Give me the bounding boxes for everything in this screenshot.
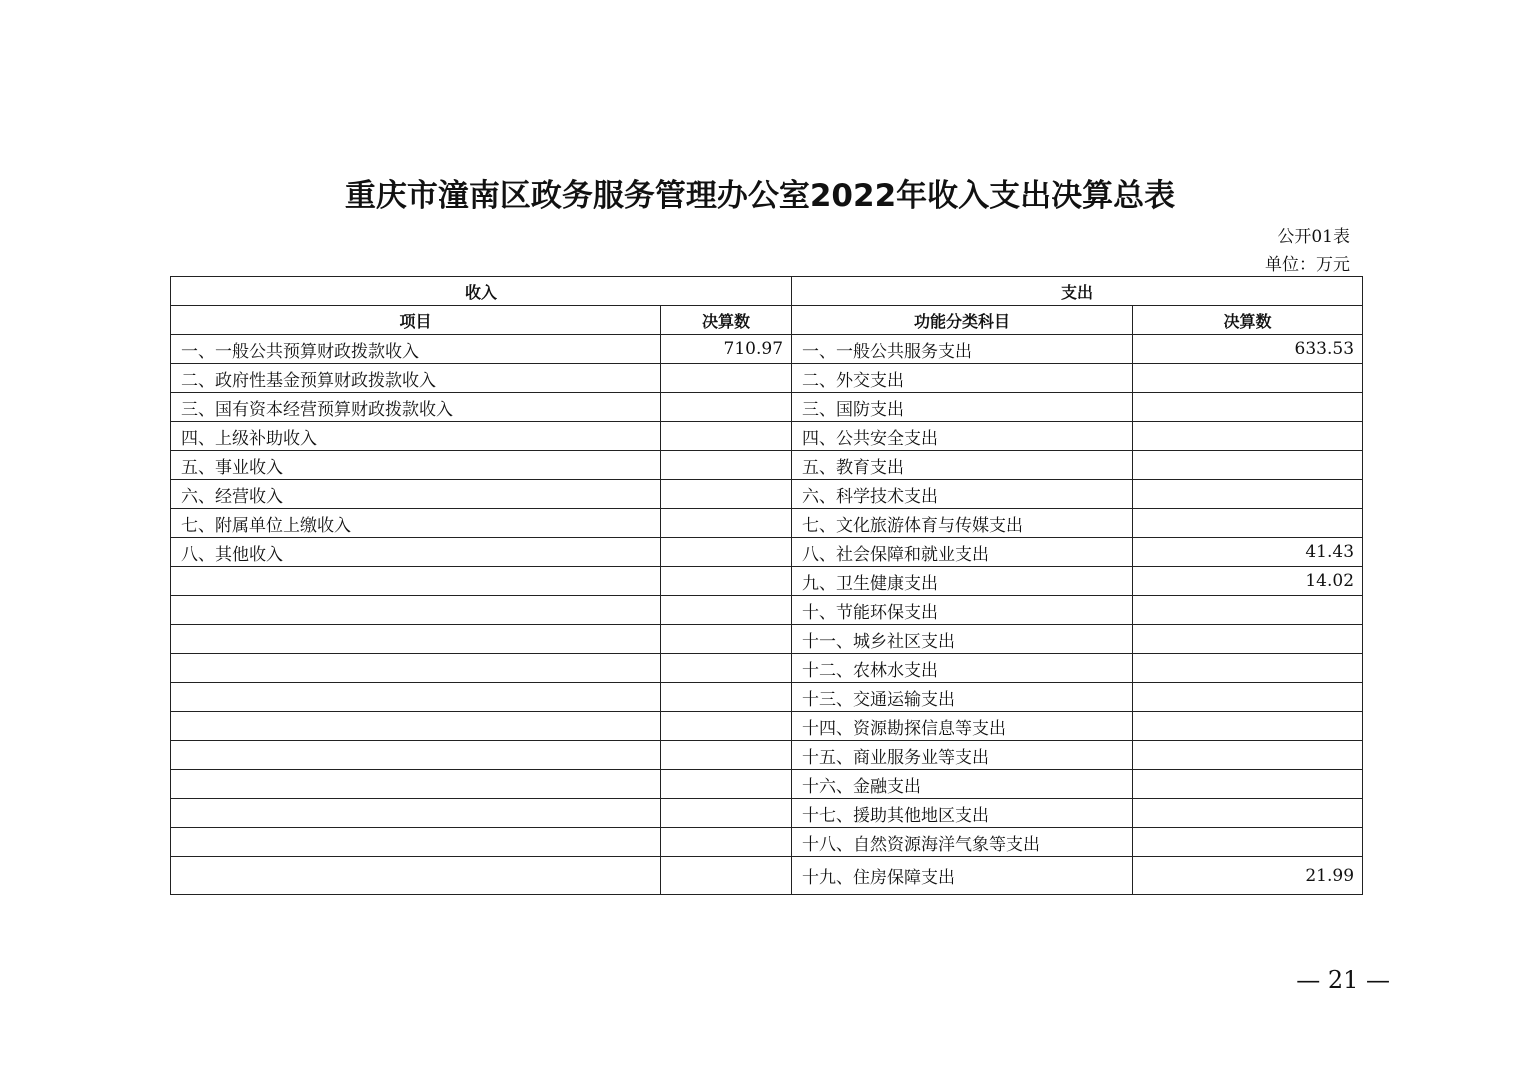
table-row bbox=[171, 828, 1363, 857]
expense-amount-cell bbox=[1133, 770, 1363, 799]
expense-amount-cell: 633.53 bbox=[1133, 335, 1363, 364]
expense-amount-cell bbox=[1133, 828, 1363, 857]
expense-item-cell: 十四、资源勘探信息等支出 bbox=[792, 712, 1133, 741]
income-amount-cell bbox=[661, 770, 792, 799]
table-row bbox=[171, 422, 1363, 451]
table-row bbox=[171, 683, 1363, 712]
column-header-row bbox=[171, 306, 1363, 335]
income-amount-cell bbox=[661, 538, 792, 567]
expense-item-cell: 二、外交支出 bbox=[792, 364, 1133, 393]
income-item-cell bbox=[171, 567, 661, 596]
income-item-column-header: 项目 bbox=[171, 306, 661, 335]
income-item-cell: 二、政府性基金预算财政拨款收入 bbox=[171, 364, 661, 393]
unit-label: 单位：万元 bbox=[1265, 255, 1350, 275]
income-amount-cell bbox=[661, 596, 792, 625]
page-title: 重庆市潼南区政务服务管理办公室2022年收入支出决算总表 bbox=[344, 178, 1176, 214]
income-item-cell bbox=[171, 741, 661, 770]
expense-item-cell: 七、文化旅游体育与传媒支出 bbox=[792, 509, 1133, 538]
table-row bbox=[171, 741, 1363, 770]
income-item-cell: 八、其他收入 bbox=[171, 538, 661, 567]
expense-amount-cell: 14.02 bbox=[1133, 567, 1363, 596]
expense-item-cell: 十三、交通运输支出 bbox=[792, 683, 1133, 712]
expense-item-cell: 十九、住房保障支出 bbox=[792, 857, 1133, 895]
table-row bbox=[171, 364, 1363, 393]
expense-header: 支出 bbox=[792, 277, 1363, 306]
expense-amount-cell bbox=[1133, 625, 1363, 654]
table-row bbox=[171, 451, 1363, 480]
income-item-cell bbox=[171, 828, 661, 857]
table-row bbox=[171, 567, 1363, 596]
income-amount-cell bbox=[661, 857, 792, 895]
table-body bbox=[171, 277, 1363, 895]
expense-amount-cell bbox=[1133, 451, 1363, 480]
expense-amount-cell: 41.43 bbox=[1133, 538, 1363, 567]
expense-item-cell: 十一、城乡社区支出 bbox=[792, 625, 1133, 654]
expense-item-cell: 十七、援助其他地区支出 bbox=[792, 799, 1133, 828]
income-amount-cell bbox=[661, 480, 792, 509]
income-amount-cell bbox=[661, 393, 792, 422]
table-row bbox=[171, 654, 1363, 683]
expense-amount-cell bbox=[1133, 596, 1363, 625]
form-code: 公开01表 bbox=[1277, 227, 1350, 247]
income-item-cell bbox=[171, 799, 661, 828]
expense-item-cell: 十六、金融支出 bbox=[792, 770, 1133, 799]
income-amount-cell bbox=[661, 799, 792, 828]
table-row bbox=[171, 596, 1363, 625]
table-row bbox=[171, 393, 1363, 422]
income-amount-cell bbox=[661, 625, 792, 654]
income-amount-cell bbox=[661, 654, 792, 683]
expense-item-cell: 九、卫生健康支出 bbox=[792, 567, 1133, 596]
table-row bbox=[171, 538, 1363, 567]
expense-item-cell: 十、节能环保支出 bbox=[792, 596, 1133, 625]
expense-amount-cell bbox=[1133, 422, 1363, 451]
expense-item-cell: 一、一般公共服务支出 bbox=[792, 335, 1133, 364]
expense-item-cell: 八、社会保障和就业支出 bbox=[792, 538, 1133, 567]
income-item-cell: 三、国有资本经营预算财政拨款收入 bbox=[171, 393, 661, 422]
table-row bbox=[171, 799, 1363, 828]
income-item-cell: 七、附属单位上缴收入 bbox=[171, 509, 661, 538]
income-amount-cell: 710.97 bbox=[661, 335, 792, 364]
income-item-cell bbox=[171, 683, 661, 712]
expense-amount-cell bbox=[1133, 480, 1363, 509]
expense-amount-cell bbox=[1133, 799, 1363, 828]
income-item-cell: 五、事业收入 bbox=[171, 451, 661, 480]
table-row bbox=[171, 480, 1363, 509]
expense-amount-cell bbox=[1133, 393, 1363, 422]
income-item-cell: 四、上级补助收入 bbox=[171, 422, 661, 451]
income-item-cell: 六、经营收入 bbox=[171, 480, 661, 509]
income-item-cell bbox=[171, 770, 661, 799]
expense-item-cell: 五、教育支出 bbox=[792, 451, 1133, 480]
expense-item-cell: 四、公共安全支出 bbox=[792, 422, 1133, 451]
income-amount-cell bbox=[661, 712, 792, 741]
expense-item-cell: 六、科学技术支出 bbox=[792, 480, 1133, 509]
section-header-row bbox=[171, 277, 1363, 306]
expense-item-cell: 十八、自然资源海洋气象等支出 bbox=[792, 828, 1133, 857]
table-row bbox=[171, 509, 1363, 538]
income-amount-cell bbox=[661, 567, 792, 596]
income-amount-cell bbox=[661, 741, 792, 770]
expense-item-cell: 十二、农林水支出 bbox=[792, 654, 1133, 683]
table-row bbox=[171, 625, 1363, 654]
income-amount-cell bbox=[661, 422, 792, 451]
income-amount-cell bbox=[661, 683, 792, 712]
table-row bbox=[171, 335, 1363, 364]
expense-amount-cell: 21.99 bbox=[1133, 857, 1363, 895]
page-number: — 21 — bbox=[1296, 966, 1390, 994]
expense-amount-cell bbox=[1133, 509, 1363, 538]
income-amount-cell bbox=[661, 828, 792, 857]
expense-amount-cell bbox=[1133, 654, 1363, 683]
table-row bbox=[171, 857, 1363, 895]
expense-amount-cell bbox=[1133, 364, 1363, 393]
income-header: 收入 bbox=[171, 277, 792, 306]
expense-item-cell: 十五、商业服务业等支出 bbox=[792, 741, 1133, 770]
income-amount-cell bbox=[661, 364, 792, 393]
expense-item-column-header: 功能分类科目 bbox=[792, 306, 1133, 335]
expense-item-cell: 三、国防支出 bbox=[792, 393, 1133, 422]
expense-amount-cell bbox=[1133, 683, 1363, 712]
income-item-cell: 一、一般公共预算财政拨款收入 bbox=[171, 335, 661, 364]
income-item-cell bbox=[171, 712, 661, 741]
income-expense-table bbox=[170, 276, 1363, 895]
table-row bbox=[171, 712, 1363, 741]
expense-amount-cell bbox=[1133, 741, 1363, 770]
table-row bbox=[171, 770, 1363, 799]
income-item-cell bbox=[171, 596, 661, 625]
income-item-cell bbox=[171, 857, 661, 895]
expense-amount-cell bbox=[1133, 712, 1363, 741]
income-item-cell bbox=[171, 625, 661, 654]
income-amount-cell bbox=[661, 509, 792, 538]
income-item-cell bbox=[171, 654, 661, 683]
expense-amount-column-header: 决算数 bbox=[1133, 306, 1363, 335]
income-amount-cell bbox=[661, 451, 792, 480]
income-amount-column-header: 决算数 bbox=[661, 306, 792, 335]
